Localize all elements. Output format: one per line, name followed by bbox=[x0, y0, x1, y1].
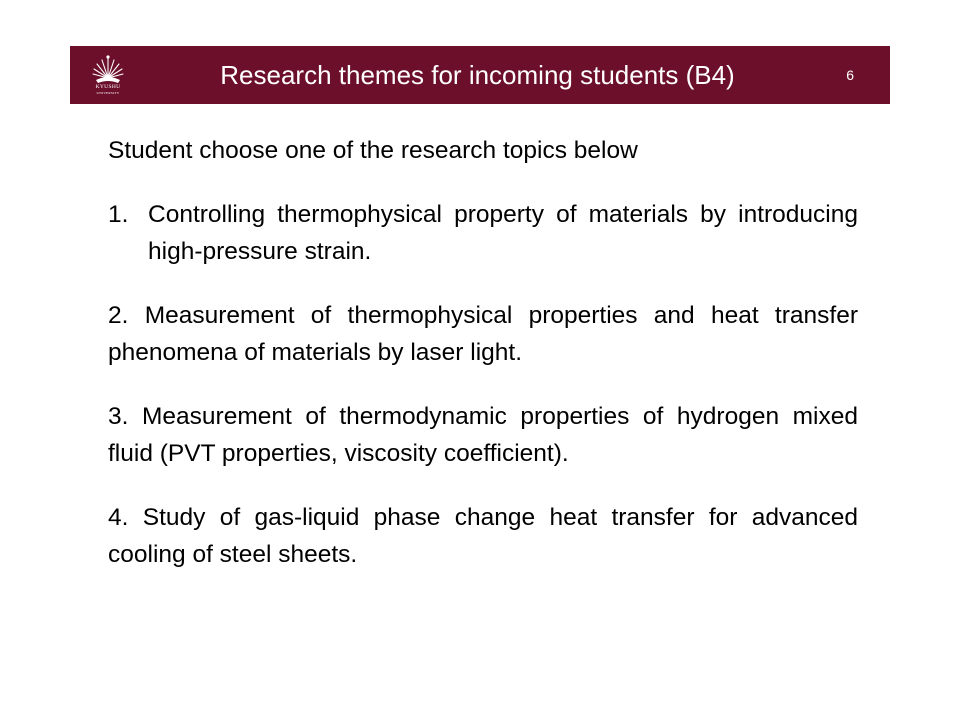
logo-subtitle: UNIVERSITY bbox=[96, 91, 120, 95]
topic-item-3 bbox=[108, 398, 858, 472]
header-bar bbox=[70, 46, 890, 104]
topic-text: Controlling thermophysical property of materials by introducing high-pressure strain. bbox=[148, 201, 858, 265]
slide-number: 6 bbox=[846, 67, 854, 83]
topic-number: 2. bbox=[108, 302, 129, 329]
topic-item-4 bbox=[108, 499, 858, 573]
slide-content bbox=[108, 132, 858, 600]
topic-text: Measurement of thermodynamic properties of hydrogen mixed fluid (PVT properties, viscosity coefficient). bbox=[108, 403, 859, 467]
topic-number: 4. bbox=[108, 504, 129, 531]
topic-text: Measurement of thermophysical properties and heat transfer phenomena of materials by laser light. bbox=[108, 302, 858, 366]
intro-text: Student choose one of the research topics below bbox=[108, 137, 638, 164]
topic-text: Study of gas-liquid phase change heat transfer for advanced cooling of steel sheets. bbox=[108, 504, 859, 568]
topic-item-2 bbox=[108, 297, 858, 371]
topic-item-1 bbox=[108, 196, 858, 270]
slide-title: Research themes for incoming students (B4) bbox=[220, 60, 735, 90]
logo-name: KYUSHU bbox=[95, 84, 121, 90]
topic-number: 1. bbox=[108, 201, 129, 228]
topic-number: 3. bbox=[108, 403, 129, 430]
